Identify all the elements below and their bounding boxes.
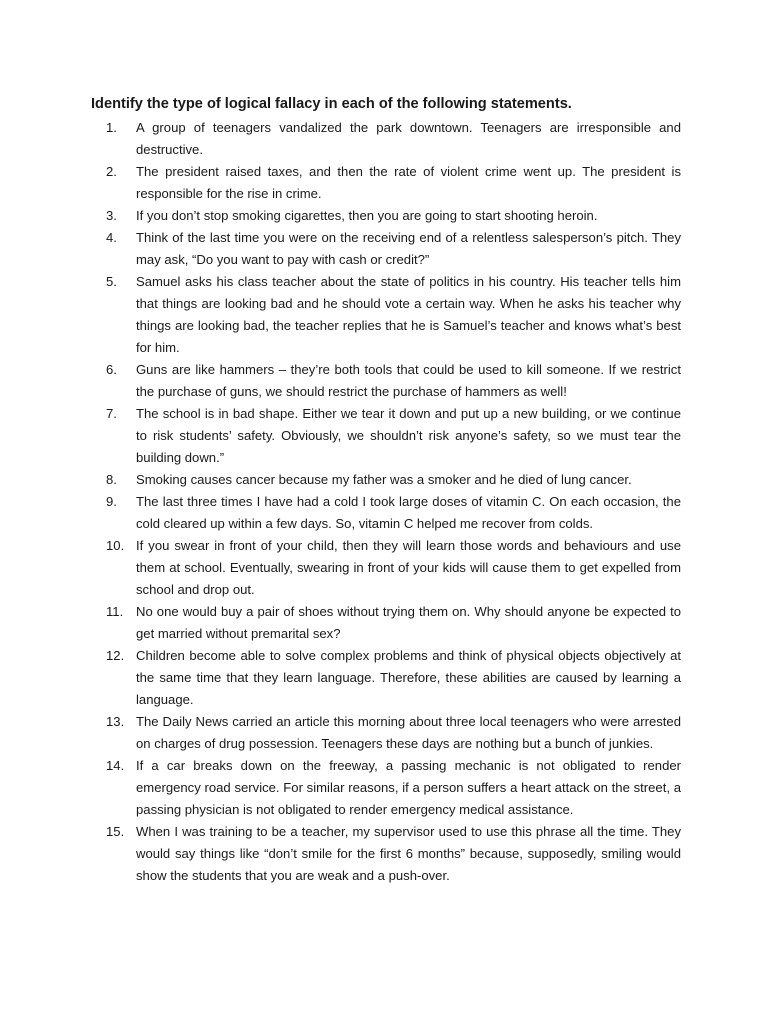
item-number: 12.	[106, 648, 125, 663]
item-text: The last three times I have had a cold I took large doses of vitamin C. On each occasion, the cold cleared up within a few days. So, vitamin C helped me recover from colds.	[136, 494, 681, 531]
item-number: 2.	[106, 164, 117, 179]
item-number: 1.	[106, 120, 117, 135]
item-number: 3.	[106, 208, 117, 223]
item-number: 15.	[106, 824, 125, 839]
item-text: The president raised taxes, and then the rate of violent crime went up. The president is responsible for the rise in crime.	[136, 164, 681, 201]
list-item	[91, 755, 681, 821]
list-item	[91, 403, 681, 469]
item-number: 14.	[106, 758, 125, 773]
list-item	[91, 645, 681, 711]
list-item	[91, 821, 681, 887]
item-text: If you swear in front of your child, then they will learn those words and behaviours and use them at school. Eventually, swearing in front of your kids will cause them to get expelled from school and drop out.	[136, 538, 681, 597]
item-number: 13.	[106, 714, 125, 729]
list-item	[91, 601, 681, 645]
list-item	[91, 227, 681, 271]
item-text: Think of the last time you were on the receiving end of a relentless salesperson’s pitch. They may ask, “Do you want to pay with cash or credit?”	[136, 230, 681, 267]
item-text: Guns are like hammers – they’re both tools that could be used to kill someone. If we restrict the purchase of guns, we should restrict the purchase of hammers as well!	[136, 362, 681, 399]
list-item	[91, 271, 681, 359]
item-number: 7.	[106, 406, 117, 421]
item-text: If you don’t stop smoking cigarettes, then you are going to start shooting heroin.	[136, 208, 598, 223]
item-text: Samuel asks his class teacher about the state of politics in his country. His teacher tells him that things are looking bad and he should vote a certain way. When he asks his teacher why things are looking bad, the teacher replies that he is Samuel’s teacher and knows what’s best for him.	[136, 274, 681, 355]
item-number: 11.	[106, 604, 124, 619]
list-item	[91, 711, 681, 755]
statement-list	[91, 117, 681, 887]
item-text: No one would buy a pair of shoes without trying them on. Why should anyone be expected to get married without premarital sex?	[136, 604, 681, 641]
list-item	[91, 469, 681, 491]
item-number: 4.	[106, 230, 117, 245]
list-item	[91, 491, 681, 535]
list-item	[91, 117, 681, 161]
item-text: Smoking causes cancer because my father was a smoker and he died of lung cancer.	[136, 472, 632, 487]
item-text: If a car breaks down on the freeway, a passing mechanic is not obligated to render emergency road service. For similar reasons, if a person suffers a heart attack on the street, a passing physician is not obligated to render emergency medical assistance.	[136, 758, 681, 817]
list-item	[91, 205, 681, 227]
item-text: Children become able to solve complex problems and think of physical objects objectively at the same time that they learn language. Therefore, these abilities are caused by learning a language.	[136, 648, 681, 707]
item-text: A group of teenagers vandalized the park downtown. Teenagers are irresponsible and destructive.	[136, 120, 681, 157]
document-title: Identify the type of logical fallacy in each of the following statements.	[91, 96, 572, 112]
list-item	[91, 161, 681, 205]
item-number: 10.	[106, 538, 125, 553]
item-number: 5.	[106, 274, 117, 289]
item-text: The Daily News carried an article this morning about three local teenagers who were arrested on charges of drug possession. Teenagers these days are nothing but a bunch of junkies.	[136, 714, 681, 751]
list-item	[91, 535, 681, 601]
item-text: The school is in bad shape. Either we tear it down and put up a new building, or we continue to risk students’ safety. Obviously, we shouldn’t risk anyone’s safety, so we must tear the building down.”	[136, 406, 681, 465]
item-text: When I was training to be a teacher, my supervisor used to use this phrase all the time. They would say things like “don’t smile for the first 6 months” because, supposedly, smiling would show the students that you are weak and a push-over.	[136, 824, 681, 883]
list-item	[91, 359, 681, 403]
item-number: 8.	[106, 472, 117, 487]
document-page	[91, 94, 681, 887]
item-number: 9.	[106, 494, 117, 509]
item-number: 6.	[106, 362, 117, 377]
